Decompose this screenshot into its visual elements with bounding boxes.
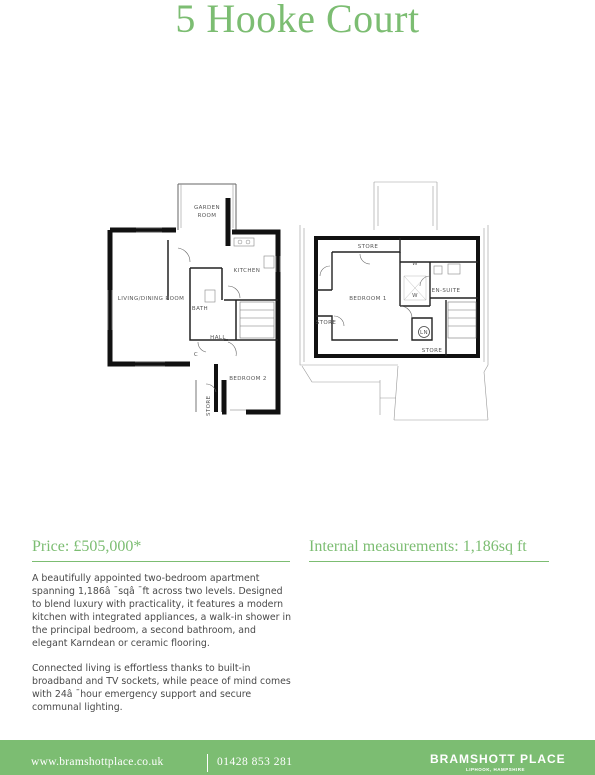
label-store-bottom: STORE [421,348,443,354]
brand-logo-text: BRAMSHOTT PLACE [430,752,566,766]
measurements-heading: Internal measurements: 1,186sq ft [309,538,527,555]
label-ln: LN [420,330,428,336]
label-bedroom-2: BEDROOM 2 [229,376,267,382]
ground-floor-plan [108,184,280,416]
footer-bar [0,740,595,775]
first-floor-plan [300,182,488,420]
floor-plans [0,170,595,430]
label-room: ROOM [197,213,217,219]
label-store-top: STORE [357,244,379,250]
label-bath: BATH [191,306,209,312]
label-w-top: W [412,261,418,267]
label-w-bottom: W [412,293,418,299]
label-living: LIVING/DINING ROOM [117,296,185,302]
description-paragraph-1: A beautifully appointed two-bedroom apartment spanning 1,186â ¯sqâ ¯ft across two levels. Designed to blend luxury with practicality, it features a modern kitchen with integrated appliances, a walk-in shower in the principal bedroom, a second bathroom, and elegant Karndean or ceramic flooring. [32,573,292,649]
label-cupboard: C [193,352,199,358]
label-kitchen: KITCHEN [233,268,261,274]
measurements-divider [309,561,549,562]
website-link[interactable]: www.bramshottplace.co.uk [31,756,164,768]
label-store-ground: STORE [206,395,212,416]
label-ensuite: EN-SUITE [431,288,461,294]
brand-location: LIPHOOK, HAMPSHIRE [466,767,526,772]
label-hall: HALL [210,335,226,341]
footer-separator [207,754,208,772]
property-title: 5 Hooke Court [175,0,420,41]
price-divider [32,561,290,562]
description-paragraph-2: Connected living is effortless thanks to built-in broadband and TV sockets, while peace of mind comes with 24â ¯hour emergency support and secure communal lighting. [32,663,291,713]
label-store-left: STORE [315,320,337,326]
phone-number[interactable]: 01428 853 281 [217,756,293,768]
label-garden: GARDEN [193,205,221,211]
label-bedroom-1: BEDROOM 1 [349,296,387,302]
price-heading: Price: £505,000* [32,538,142,555]
